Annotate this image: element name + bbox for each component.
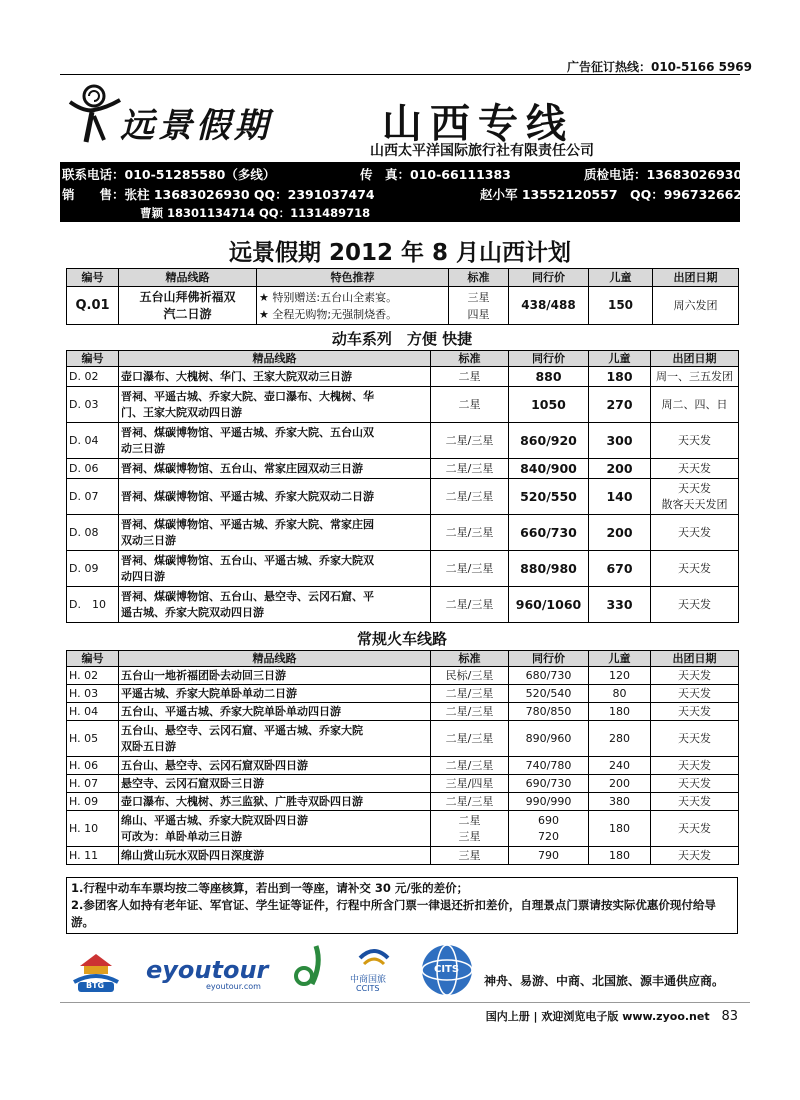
route-date: 天天发 — [651, 703, 739, 721]
col-header-route: 精品线路 — [119, 269, 257, 287]
route-name: 壶口瀑布、大槐树、华门、王家大院双动三日游 — [119, 367, 431, 387]
route-line1: 晋祠、煤碳博物馆、五台山、悬空寺、云冈石窟、平 — [121, 589, 374, 603]
route-code: H. 02 — [67, 667, 119, 685]
col-header-standard: 标准 — [431, 651, 509, 667]
route-child-price: 150 — [589, 287, 653, 325]
route-child-price: 300 — [589, 423, 651, 459]
sun-figure-icon — [64, 82, 124, 146]
note-2: 2.参团客人如持有老年证、军官证、学生证等证件，行程中所含门票一律退还折扣差价，自理景点门票请按实际优惠价现付给导游。 — [71, 898, 716, 929]
route-name: 平遥古城、乔家大院单卧单动二日游 — [119, 685, 431, 703]
note-1: 1.行程中动车车票均按二等座核算，若出到一等座，请补交 30 元/张的差价； — [71, 881, 469, 895]
route-price: 880/980 — [509, 551, 589, 587]
route-code: D. 09 — [67, 551, 119, 587]
route-price: 780/850 — [509, 703, 589, 721]
route-standard: 二星/三星 — [431, 551, 509, 587]
route-price: 690/730 — [509, 775, 589, 793]
contact-sales-3: 曹颖 18301134714 QQ：1131489718 — [140, 206, 371, 220]
table-row — [67, 287, 739, 325]
contact-phone: 联系电话：010-51285580（多线） — [62, 167, 276, 182]
standard-line1: 二星 — [458, 813, 481, 827]
col-header-code: 编号 — [67, 351, 119, 367]
table-row — [67, 811, 739, 847]
table-train — [66, 650, 739, 865]
ccits-cn-text: 中商国旅 — [350, 975, 387, 985]
route-standard: 二星/三星 — [431, 721, 509, 757]
col-header-date: 出团日期 — [651, 651, 739, 667]
route-standard: 二星 — [431, 367, 509, 387]
route-code: H. 06 — [67, 757, 119, 775]
route-code: D. 06 — [67, 459, 119, 479]
route-date: 天天发 — [651, 459, 739, 479]
route-child-price: 330 — [589, 587, 651, 623]
route-code: D. 10 — [67, 587, 119, 623]
partner-list: 神舟、易游、中商、北国旅、源丰通供应商。 — [484, 974, 725, 988]
route-name: 壶口瀑布、大槐树、苏三监狱、广胜寺双卧四日游 — [119, 793, 431, 811]
route-standard — [449, 287, 509, 325]
route-standard: 二星/三星 — [431, 587, 509, 623]
col-header-code: 编号 — [67, 269, 119, 287]
eyoutour-logo — [146, 952, 326, 996]
contact-fax: 传 真：010-66111383 — [360, 167, 511, 182]
route-price: 520/550 — [509, 479, 589, 515]
route-line1: 晋祠、煤碳博物馆、平遥古城、乔家大院、常家庄园 — [121, 517, 374, 531]
route-date: 天天发 — [651, 423, 739, 459]
col-header-price: 同行价 — [509, 351, 589, 367]
contact-sales-2: 赵小军 13552120557 QQ：996732662 — [480, 187, 743, 202]
route-name: 五台山、平遥古城、乔家大院单卧单动四日游 — [119, 703, 431, 721]
route-standard: 二星/三星 — [431, 685, 509, 703]
route-code: H. 05 — [67, 721, 119, 757]
route-line1: 绵山、平遥古城、乔家大院双卧四日游 — [121, 813, 308, 827]
eyoutour-url: eyoutour.com — [206, 982, 261, 991]
route-date: 天天发 — [651, 811, 739, 847]
route-standard: 二星/三星 — [431, 793, 509, 811]
route-price: 960/1060 — [509, 587, 589, 623]
route-standard: 三星/四星 — [431, 775, 509, 793]
table-row — [67, 667, 739, 685]
route-standard: 二星/三星 — [431, 479, 509, 515]
route-name — [119, 287, 257, 325]
route-code: D. 03 — [67, 387, 119, 423]
table-header-row — [67, 269, 739, 287]
table-row — [67, 459, 739, 479]
route-line2: 双卧五日游 — [121, 739, 176, 753]
col-header-code: 编号 — [67, 651, 119, 667]
route-child-price: 200 — [589, 459, 651, 479]
route-name — [119, 551, 431, 587]
route-price: 680/730 — [509, 667, 589, 685]
route-name — [119, 515, 431, 551]
price-line2: 720 — [538, 829, 559, 843]
table-row — [67, 367, 739, 387]
table-row — [67, 721, 739, 757]
footer — [486, 1008, 738, 1024]
route-name: 晋祠、煤碳博物馆、五台山、常家庄园双动三日游 — [119, 459, 431, 479]
col-header-child: 儿童 — [589, 269, 653, 287]
route-date: 天天发 — [651, 793, 739, 811]
route-date: 天天发 — [651, 775, 739, 793]
route-code: D. 08 — [67, 515, 119, 551]
route-date — [651, 479, 739, 515]
route-code: H. 03 — [67, 685, 119, 703]
route-date: 天天发 — [651, 515, 739, 551]
contact-qc: 质检电话：13683026930 — [584, 167, 743, 182]
route-date: 周六发团 — [653, 287, 739, 325]
table-row — [67, 479, 739, 515]
brand-logo — [64, 82, 324, 152]
route-line1: 晋祠、煤碳博物馆、平遥古城、乔家大院、五台山双 — [121, 425, 374, 439]
route-line1: 晋祠、平遥古城、乔家大院、壶口瀑布、大槐树、华 — [121, 389, 374, 403]
standard-line1: 三星 — [467, 290, 490, 304]
route-child-price: 120 — [589, 667, 651, 685]
table-row — [67, 775, 739, 793]
route-price: 860/920 — [509, 423, 589, 459]
date-line2: 散客天天发团 — [661, 497, 728, 511]
table-row — [67, 847, 739, 865]
company-name: 山西太平洋国际旅行社有限责任公司 — [370, 143, 594, 159]
btg-text: BTG — [86, 981, 105, 990]
route-name — [119, 811, 431, 847]
standard-line2: 四星 — [467, 307, 490, 321]
route-code: D. 02 — [67, 367, 119, 387]
route-standard: 二星/三星 — [431, 703, 509, 721]
route-line2: 动四日游 — [121, 569, 165, 583]
col-header-child: 儿童 — [589, 351, 651, 367]
route-price: 740/780 — [509, 757, 589, 775]
route-child-price: 180 — [589, 847, 651, 865]
table-row — [67, 587, 739, 623]
route-child-price: 670 — [589, 551, 651, 587]
section-title-train: 常规火车线路 — [356, 630, 447, 648]
ad-hotline: 广告征订热线：010-5166 5969 — [566, 60, 752, 74]
route-code: H. 09 — [67, 793, 119, 811]
route-child-price: 180 — [589, 703, 651, 721]
route-name-line2: 汽二日游 — [163, 306, 212, 321]
route-code: D. 07 — [67, 479, 119, 515]
route-code: D. 04 — [67, 423, 119, 459]
route-date: 天天发 — [651, 721, 739, 757]
top-divider — [60, 74, 740, 75]
route-name: 绵山赏山玩水双卧四日深度游 — [119, 847, 431, 865]
route-child-price: 200 — [589, 775, 651, 793]
route-line2: 双动三日游 — [121, 533, 176, 547]
table-header-row — [67, 351, 739, 367]
route-standard: 二星/三星 — [431, 515, 509, 551]
route-name-line1: 五台山拜佛祈福双 — [139, 289, 236, 304]
section-title-high-speed: 动车系列 方便 快捷 — [331, 330, 473, 348]
col-header-price: 同行价 — [509, 269, 589, 287]
route-price — [509, 811, 589, 847]
table-featured — [66, 268, 739, 325]
route-line2: 门、王家大院双动四日游 — [121, 405, 242, 419]
route-price: 1050 — [509, 387, 589, 423]
route-date: 天天发 — [651, 847, 739, 865]
route-date: 周一、三五发团 — [651, 367, 739, 387]
route-name — [119, 587, 431, 623]
route-code: H. 10 — [67, 811, 119, 847]
route-child-price: 80 — [589, 685, 651, 703]
notes-box — [66, 877, 738, 934]
route-price: 790 — [509, 847, 589, 865]
route-code: H. 07 — [67, 775, 119, 793]
feature-line2: ★ 全程无购物;无强制烧香。 — [259, 307, 398, 321]
route-line2: 动三日游 — [121, 441, 165, 455]
col-header-child: 儿童 — [589, 651, 651, 667]
col-header-price: 同行价 — [509, 651, 589, 667]
route-price: 660/730 — [509, 515, 589, 551]
date-line1: 天天发 — [678, 481, 711, 495]
route-date: 天天发 — [651, 757, 739, 775]
table-row — [67, 387, 739, 423]
route-code: H. 04 — [67, 703, 119, 721]
ccits-mark-icon — [356, 944, 392, 972]
cits-logo — [418, 942, 476, 998]
route-name: 晋祠、煤碳博物馆、平遥古城、乔家大院双动二日游 — [119, 479, 431, 515]
route-price: 438/488 — [509, 287, 589, 325]
route-name: 五台山、悬空寺、云冈石窟双卧四日游 — [119, 757, 431, 775]
route-price: 880 — [509, 367, 589, 387]
route-name — [119, 387, 431, 423]
col-header-route: 精品线路 — [119, 351, 431, 367]
table-row — [67, 685, 739, 703]
route-name — [119, 721, 431, 757]
col-header-date: 出团日期 — [653, 269, 739, 287]
route-child-price: 200 — [589, 515, 651, 551]
ccits-logo — [342, 944, 406, 996]
page-title: 远景假期 2012 年 8 月山西计划 — [228, 240, 572, 266]
feature-line1: ★ 特别赠送:五台山全素宴。 — [259, 290, 398, 304]
col-header-feature: 特色推荐 — [257, 269, 449, 287]
route-date: 周二、四、日 — [651, 387, 739, 423]
col-header-standard: 标准 — [449, 269, 509, 287]
table-row — [67, 551, 739, 587]
route-code: H. 11 — [67, 847, 119, 865]
route-line2: 遥古城、乔家大院双动四日游 — [121, 605, 264, 619]
table-row — [67, 515, 739, 551]
footer-text: 国内上册 | 欢迎浏览电子版 www.zyoo.net — [485, 1010, 710, 1023]
route-name: 悬空寺、云冈石窟双卧三日游 — [119, 775, 431, 793]
route-line1: 五台山、悬空寺、云冈石窟、平遥古城、乔家大院 — [121, 723, 363, 737]
route-date: 天天发 — [651, 685, 739, 703]
route-price: 520/540 — [509, 685, 589, 703]
route-child-price: 140 — [589, 479, 651, 515]
route-standard: 二星/三星 — [431, 757, 509, 775]
cits-text: CITS — [434, 964, 460, 975]
route-child-price: 240 — [589, 757, 651, 775]
route-line1: 晋祠、煤碳博物馆、五台山、平遥古城、乔家大院双 — [121, 553, 374, 567]
eyoutour-mark-icon — [292, 944, 326, 990]
route-code: Q.01 — [67, 287, 119, 325]
route-feature — [257, 287, 449, 325]
route-name: 五台山一地祈福团卧去动回三日游 — [119, 667, 431, 685]
table-high-speed — [66, 350, 739, 623]
route-standard: 二星/三星 — [431, 459, 509, 479]
col-header-standard: 标准 — [431, 351, 509, 367]
route-standard: 二星/三星 — [431, 423, 509, 459]
route-price: 890/960 — [509, 721, 589, 757]
contact-sales: 销 售：张柱 13683026930 QQ：2391037474 — [62, 187, 375, 202]
price-line1: 690 — [538, 813, 559, 827]
ccits-en-text: CCITS — [356, 984, 380, 993]
page-number: 83 — [721, 1009, 738, 1024]
route-child-price: 180 — [589, 367, 651, 387]
route-child-price: 180 — [589, 811, 651, 847]
table-row — [67, 423, 739, 459]
route-child-price: 270 — [589, 387, 651, 423]
col-header-route: 精品线路 — [119, 651, 431, 667]
table-row — [67, 793, 739, 811]
eyoutour-text: eyoutour — [146, 956, 269, 984]
route-price: 990/990 — [509, 793, 589, 811]
table-row — [67, 757, 739, 775]
standard-line2: 三星 — [458, 829, 481, 843]
route-child-price: 380 — [589, 793, 651, 811]
table-header-row — [67, 651, 739, 667]
route-date: 天天发 — [651, 587, 739, 623]
route-standard: 三星 — [431, 847, 509, 865]
btg-logo — [66, 944, 126, 994]
route-standard — [431, 811, 509, 847]
route-standard: 二星 — [431, 387, 509, 423]
route-price: 840/900 — [509, 459, 589, 479]
footer-divider — [60, 1002, 750, 1003]
route-standard: 民标/三星 — [431, 667, 509, 685]
route-name — [119, 423, 431, 459]
line-title: 山西专线 — [382, 100, 574, 147]
col-header-date: 出团日期 — [651, 351, 739, 367]
table-row — [67, 703, 739, 721]
route-date: 天天发 — [651, 551, 739, 587]
route-date: 天天发 — [651, 667, 739, 685]
contact-bar — [60, 162, 743, 222]
route-child-price: 280 — [589, 721, 651, 757]
route-line2: 可改为：单卧单动三日游 — [121, 829, 242, 843]
brand-logo-text: 远景假期 — [120, 106, 272, 146]
